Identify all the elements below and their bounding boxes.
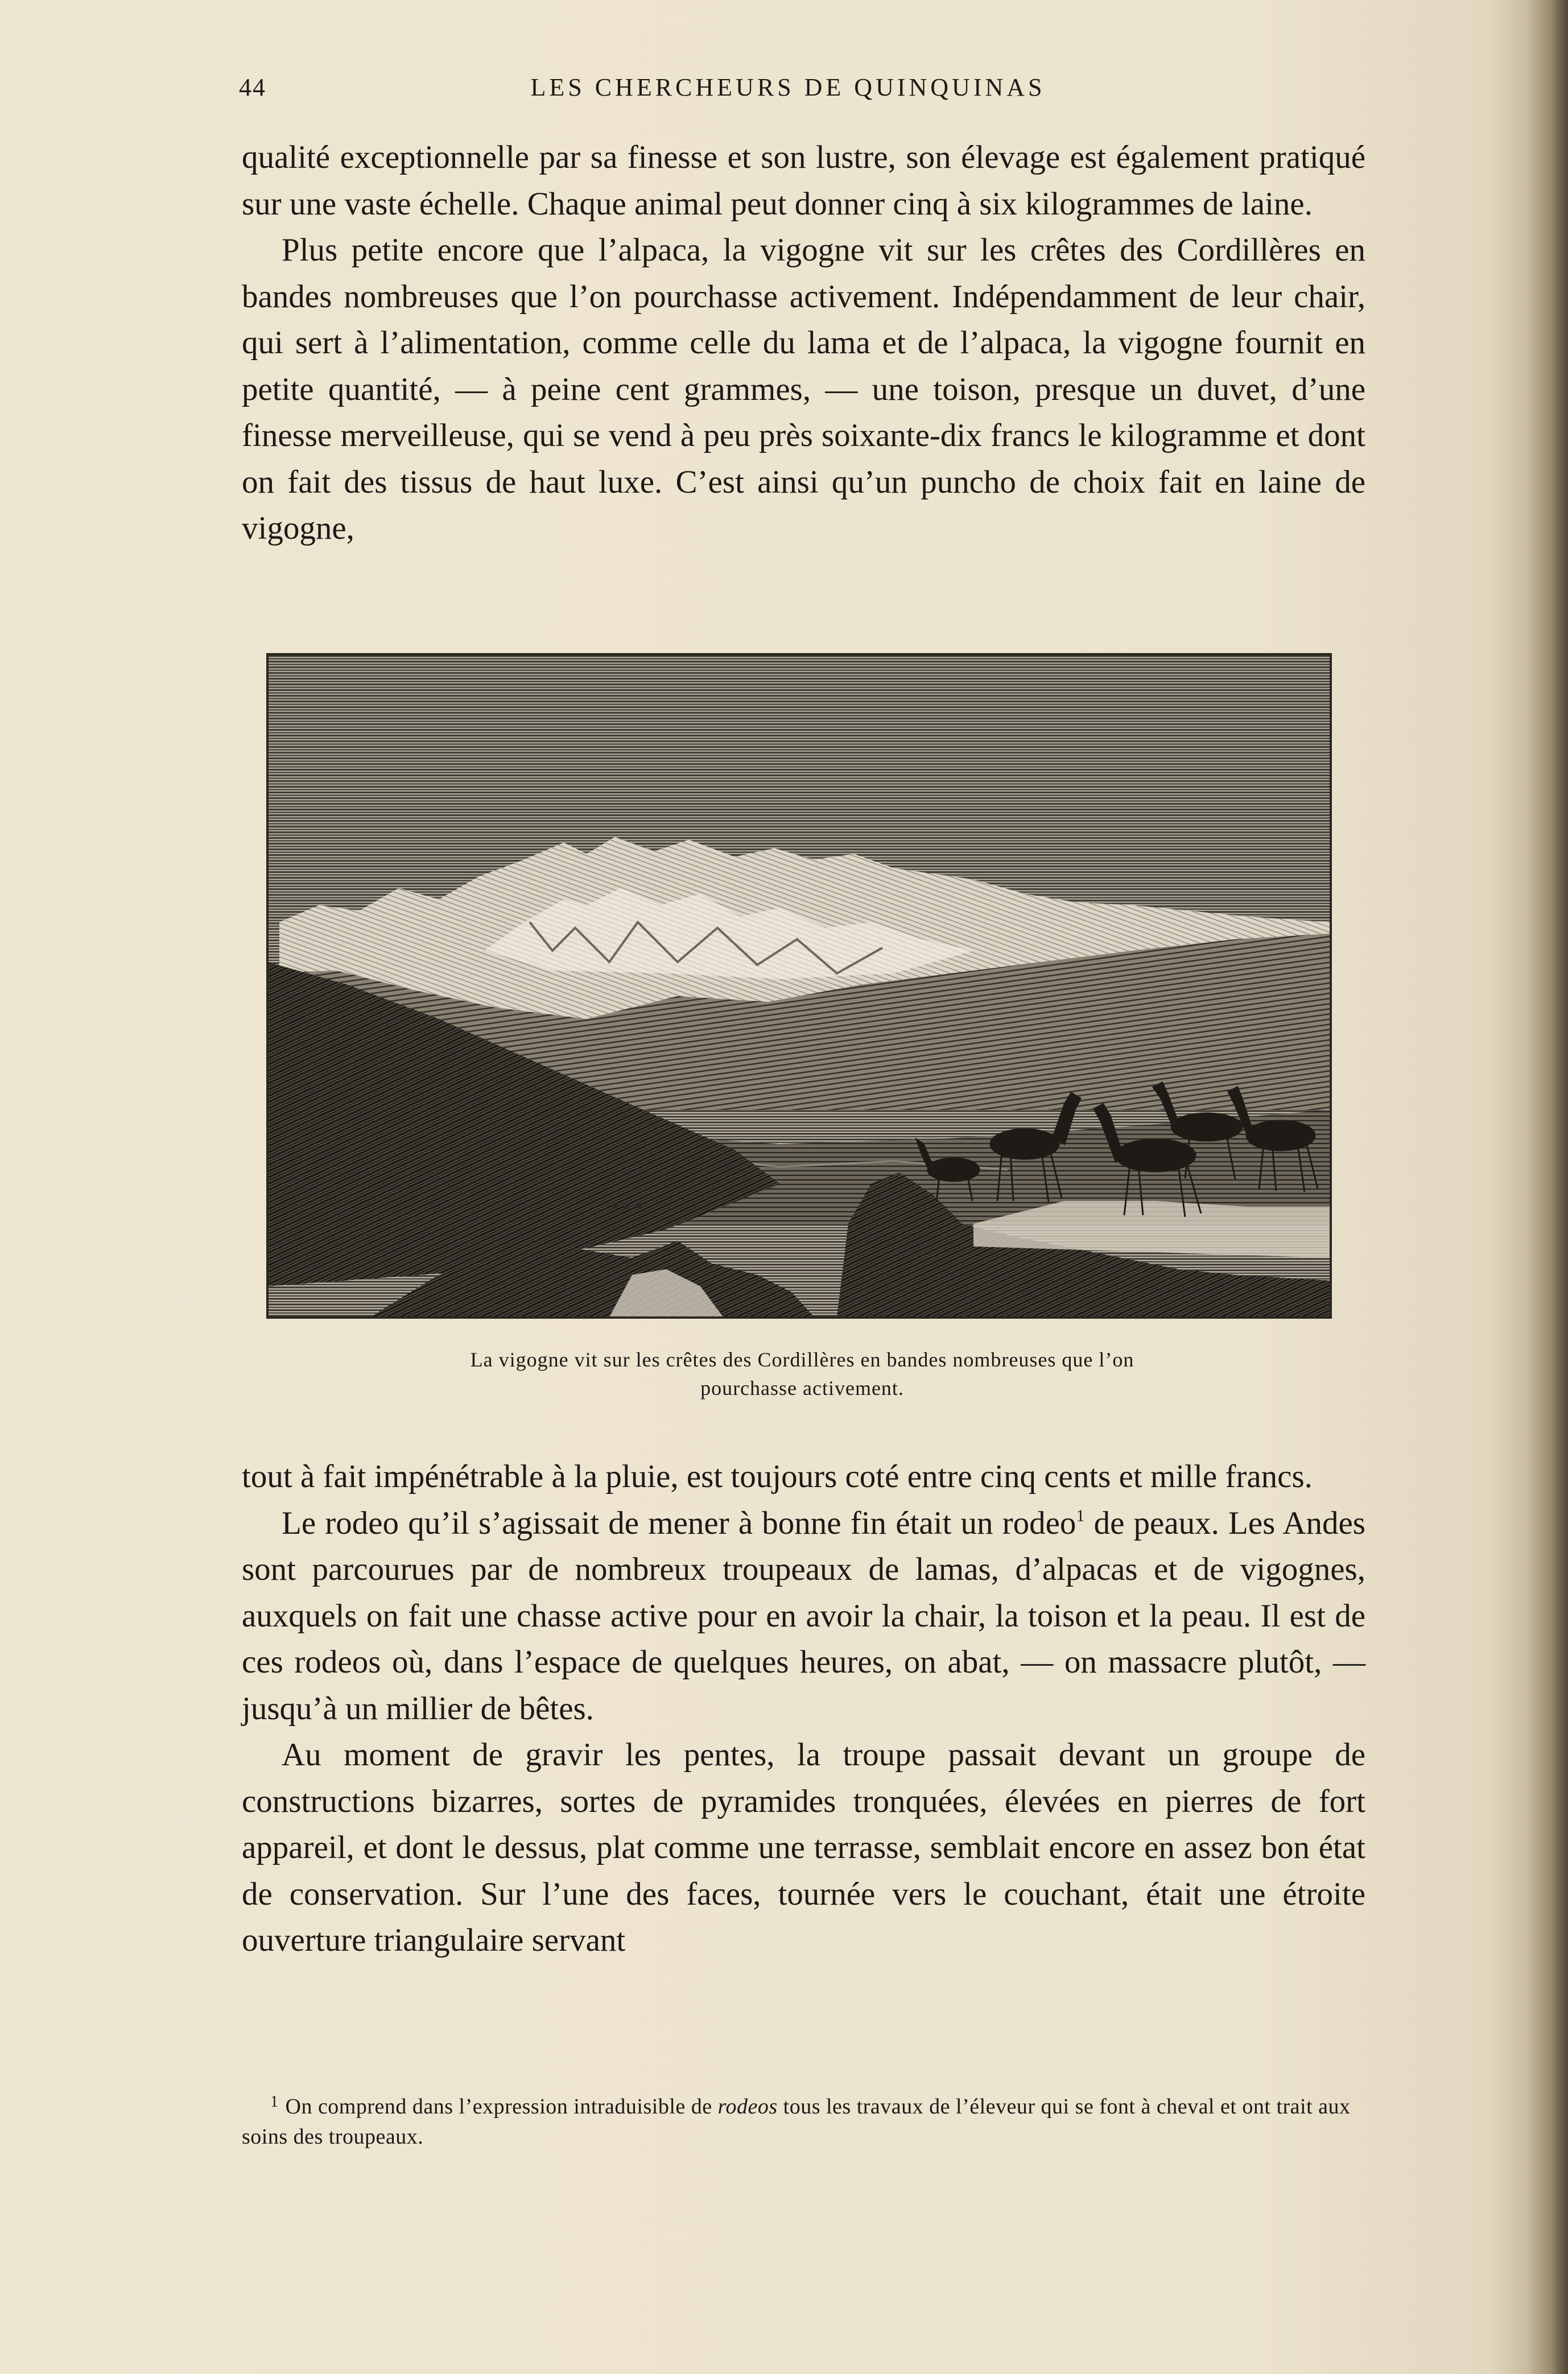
footnote-marker: 1 (270, 2093, 279, 2111)
paragraph-continuation-2: tout à fait impénétrable à la pluie, est toujours coté entre cinq cents et mille francs. (242, 1459, 1313, 1494)
page-number: 44 (239, 73, 266, 101)
rodeo-text-end: de peaux. Les Andes sont parcourues par de nombreux troupeaux de lamas, d’alpacas et de vigognes, auxquels on fait une chasse active pour en avoir la chair, la toison et la peau. Il est de ces rodeos où, dans l’espace de quelques heures, on abat, — on massacre plutôt, — jusqu’à un millier de bêtes. (242, 1505, 1365, 1727)
engraving-illustration (266, 653, 1332, 1319)
page-header (239, 73, 1337, 113)
footnote-text-start: On comprend dans l’expression intraduisible de (285, 2095, 718, 2119)
paragraph-continuation: qualité exceptionnelle par sa finesse et son lustre, son élevage est également pratiqué sur une vaste échelle. Chaque animal peut donner cinq à six kilogrammes de laine. (242, 139, 1365, 222)
figure-caption (319, 1345, 1286, 1402)
footnote-text-end: tous les travaux de l’éleveur qui se font à cheval et ont trait aux soins des troupeaux. (242, 2095, 1351, 2149)
footnote-reference[interactable]: 1 (1076, 1506, 1085, 1525)
footnote-term: rodeos (717, 2095, 778, 2119)
body-text-bottom (242, 1454, 1365, 1964)
body-text-top (242, 134, 1365, 552)
rodeo-text-start: Le rodeo qu’il s’agissait de mener à bonne fin était un rodeo (282, 1505, 1076, 1541)
running-title: LES CHERCHEURS DE QUINQUINAS (530, 73, 1046, 101)
book-spine-shadow (1528, 0, 1568, 2374)
paragraph-vigogne: Plus petite encore que l’alpaca, la vigogne vit sur les crêtes des Cordillères en bandes nombreuses que l’on pourchasse activement. Indépendamment de leur chair, qui sert à l’alimentation, comme celle du lama et de l’alpaca, la vigogne fournit en petite quantité, — à peine cent grammes, — une toison, presque un duvet, d’une finesse merveilleuse, qui se vend à peu près soixante-dix francs le kilogramme et dont on fait des tissus de haut luxe. C’est ainsi qu’un puncho de choix fait en laine de vigogne, (242, 232, 1365, 546)
footnote (242, 2087, 1365, 2152)
caption-line-1: La vigogne vit sur les crêtes des Cordillères en bandes nombreuses que l’on (470, 1348, 1134, 1371)
caption-line-2: pourchasse activement. (700, 1377, 904, 1399)
paragraph-pyramids: Au moment de gravir les pentes, la troupe passait devant un groupe de constructions bizarres, sortes de pyramides tronquées, élevées en pierres de fort appareil, et dont le dessus, plat comme une terrasse, semblait encore en assez bon état de conservation. Sur l’une des faces, tournée vers le couchant, était une étroite ouverture triangulaire servant (242, 1737, 1365, 1958)
andes-vicuna-engraving (268, 655, 1330, 1317)
paragraph-rodeo (242, 1500, 1365, 1732)
